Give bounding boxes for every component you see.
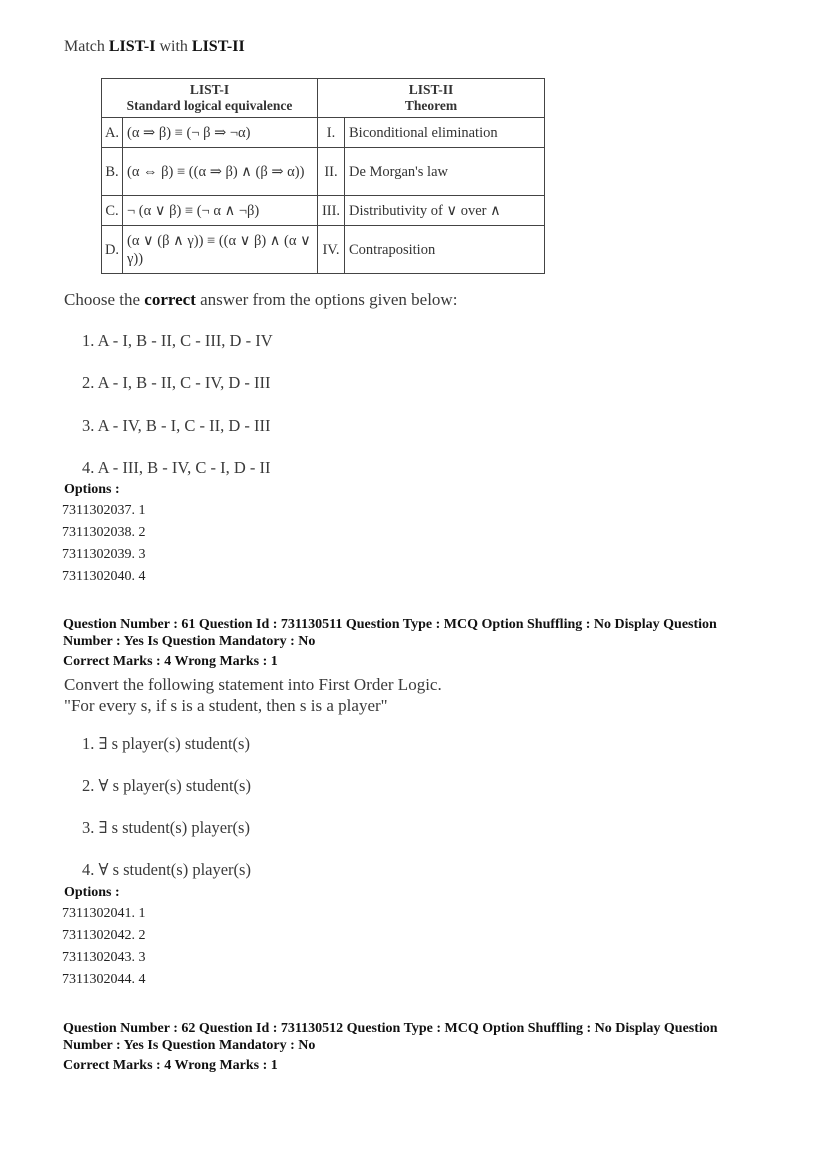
question-meta-61: Question Number : 61 Question Id : 731130511 Question Type : MCQ Option Shuffling : No Display Question Number : Yes Is Question Mandatory : No Correct Marks : 4 Wrong Marks : 1 [63, 617, 717, 669]
answer-option: 4. ∀ s student(s) player(s) [82, 860, 251, 879]
answer-option: 2. A - I, B - II, C - IV, D - III [82, 373, 271, 392]
option-id: 7311302042. 2 [62, 928, 146, 943]
option-id: 7311302037. 1 [62, 503, 146, 518]
option-id: 7311302038. 2 [62, 525, 146, 540]
match-heading [64, 38, 245, 56]
heading-prefix: Match [64, 38, 109, 55]
options-label: Options : [64, 885, 120, 900]
heading-with: with [155, 38, 192, 55]
options-label: Options : [64, 482, 120, 497]
answer-option: 3. A - IV, B - I, C - II, D - III [82, 416, 271, 435]
option-id: 7311302041. 1 [62, 906, 146, 921]
list2-header: LIST-II Theorem [318, 79, 545, 118]
table-row: A. (α ⇒ β) ≡ (¬ β ⇒ ¬α) I. Biconditional elimination [102, 118, 545, 148]
choose-instruction: Choose the correct answer from the options given below: [64, 290, 458, 309]
heading-list2: LIST-II [191, 38, 245, 55]
option-id: 7311302043. 3 [62, 950, 146, 965]
table-row: B. (α ⇔ β) ≡ ((α ⇒ β) ∧ (β ⇒ α)) II. De Morgan's law [102, 148, 545, 196]
answer-option: 1. ∃ s player(s) student(s) [82, 734, 250, 753]
answer-option: 4. A - III, B - IV, C - I, D - II [82, 458, 271, 477]
table-header-row [102, 79, 545, 118]
heading-list1: LIST-I [108, 38, 156, 55]
list1-header: LIST-I Standard logical equivalence [102, 79, 318, 118]
option-id: 7311302044. 4 [62, 972, 146, 987]
answer-option: 3. ∃ s student(s) player(s) [82, 818, 250, 837]
option-id: 7311302039. 3 [62, 547, 146, 562]
question-meta-62: Question Number : 62 Question Id : 731130512 Question Type : MCQ Option Shuffling : No Display Question Number : Yes Is Question Mandatory : No Correct Marks : 4 Wrong Marks : 1 [63, 1021, 718, 1073]
answer-option: 2. ∀ s player(s) student(s) [82, 776, 251, 795]
table-row: D. (α ∨ (β ∧ γ)) ≡ ((α ∨ β) ∧ (α ∨ γ)) IV. Contraposition [102, 226, 545, 274]
match-table [101, 78, 545, 274]
table-row: C. ¬ (α ∨ β) ≡ (¬ α ∧ ¬β) III. Distributivity of ∨ over ∧ [102, 196, 545, 226]
option-id: 7311302040. 4 [62, 569, 146, 584]
answer-option: 1. A - I, B - II, C - III, D - IV [82, 331, 273, 350]
question-statement: Convert the following statement into First Order Logic. "For every s, if s is a student, then s is a player" [64, 675, 442, 715]
